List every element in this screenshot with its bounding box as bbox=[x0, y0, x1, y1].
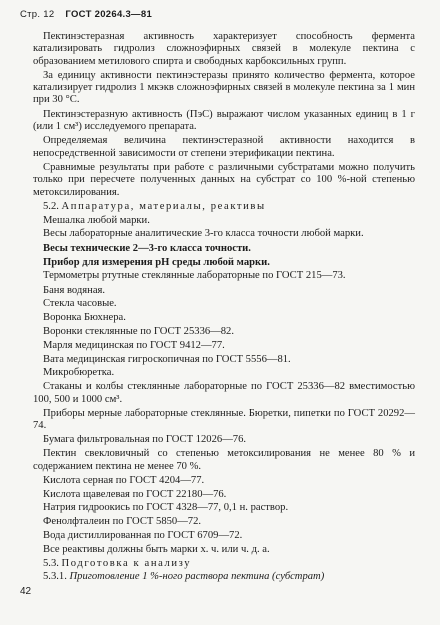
section-title: Подготовка к анализу bbox=[61, 557, 192, 569]
list-item: Все реактивы должны быть марки х. ч. или ч. д. а. bbox=[43, 543, 270, 555]
section-number: 5.2. bbox=[43, 200, 59, 212]
section-heading-5-2 bbox=[33, 201, 415, 213]
paragraph-activity-definition: Пектинэстеразная активность характеризует способность фермента катализировать гидролиз сложноэфирных связей в молекуле пектина с образованием метилового спирта и свободных карбоксильных групп. bbox=[33, 31, 415, 67]
paragraph-activity-unit: За единицу активности пектинэстеразы принято количество фермента, которое катализирует гидролиз 1 мкэкв сложноэфирных связей в молекуле пектина за 1 мин при 30 °С. bbox=[33, 69, 415, 106]
list-item: Весы технические 2—3-го класса точности. bbox=[43, 242, 251, 254]
list-item: Натрия гидроокись по ГОСТ 4328—77, 0,1 н. раствор. bbox=[43, 502, 289, 514]
section-number: 5.3.1. bbox=[43, 571, 67, 583]
page-label: Стр. 12 bbox=[20, 9, 55, 20]
list-item: Воронка Бюхнера. bbox=[43, 312, 126, 324]
list-item: Мешалка любой марки. bbox=[43, 214, 150, 226]
list-item: Прибор для измерения рН среды любой марки. bbox=[43, 256, 270, 268]
list-item: Вата медицинская гигроскопичная по ГОСТ 5556—81. bbox=[43, 353, 291, 365]
list-item: Весы лабораторные аналитические 3-го класса точности любой марки. bbox=[43, 228, 364, 240]
list-item: Термометры ртутные стеклянные лабораторные по ГОСТ 215—73. bbox=[43, 270, 346, 282]
section-number: 5.3. bbox=[43, 557, 59, 569]
list-item: Пектин свекловичный со степенью метоксилирования не менее 80 % и содержанием пектина не менее 70 %. bbox=[33, 448, 415, 472]
list-item: Воронки стеклянные по ГОСТ 25336—82. bbox=[43, 326, 234, 338]
page-header bbox=[20, 9, 160, 21]
list-item: Кислота щавелевая по ГОСТ 22180—76. bbox=[43, 488, 227, 500]
section-title: Приготовление 1 %-ного раствора пектина (субстрат) bbox=[69, 571, 325, 583]
list-item: Стаканы и колбы стеклянные лабораторные по ГОСТ 25336—82 вместимостью 100, 500 и 1000 см³. bbox=[33, 381, 415, 405]
list-item: Кислота серная по ГОСТ 4204—77. bbox=[43, 474, 205, 486]
section-heading-5-3 bbox=[33, 558, 415, 570]
list-item: Микробюретка. bbox=[43, 367, 115, 379]
list-item: Фенолфталеин по ГОСТ 5850—72. bbox=[43, 516, 202, 528]
list-item: Вода дистиллированная по ГОСТ 6709—72. bbox=[43, 529, 243, 541]
paragraph-comparable-results: Сравнимые результаты при работе с различными субстратами можно получить только при пересчете полученных данных на субстрат со 100 %-ной степенью метоксилирования. bbox=[33, 161, 415, 198]
paragraph-activity-expression: Пектинэстеразную активность (ПэС) выражают числом указанных единиц в 1 г (или 1 см³) исследуемого препарата. bbox=[33, 108, 415, 133]
list-item: Бумага фильтровальная по ГОСТ 12026—76. bbox=[43, 434, 247, 446]
section-heading-5-3-1 bbox=[33, 571, 415, 583]
list-item: Стекла часовые. bbox=[43, 298, 117, 310]
list-item: Баня водяная. bbox=[43, 284, 106, 296]
list-item: Марля медицинская по ГОСТ 9412—77. bbox=[43, 339, 225, 351]
document-body bbox=[33, 31, 415, 585]
paragraph-esterification-dependency: Определяемая величина пектинэстеразной активности находится в непосредственной зависимости от степени этерификации пектина. bbox=[33, 135, 415, 159]
section-title: Аппаратура, материалы, реактивы bbox=[61, 200, 266, 212]
page-number: 42 bbox=[20, 586, 32, 597]
list-item: Приборы мерные лабораторные стеклянные. Бюретки, пипетки по ГОСТ 20292—74. bbox=[33, 407, 415, 432]
standard-number: ГОСТ 20264.3—81 bbox=[65, 9, 153, 20]
